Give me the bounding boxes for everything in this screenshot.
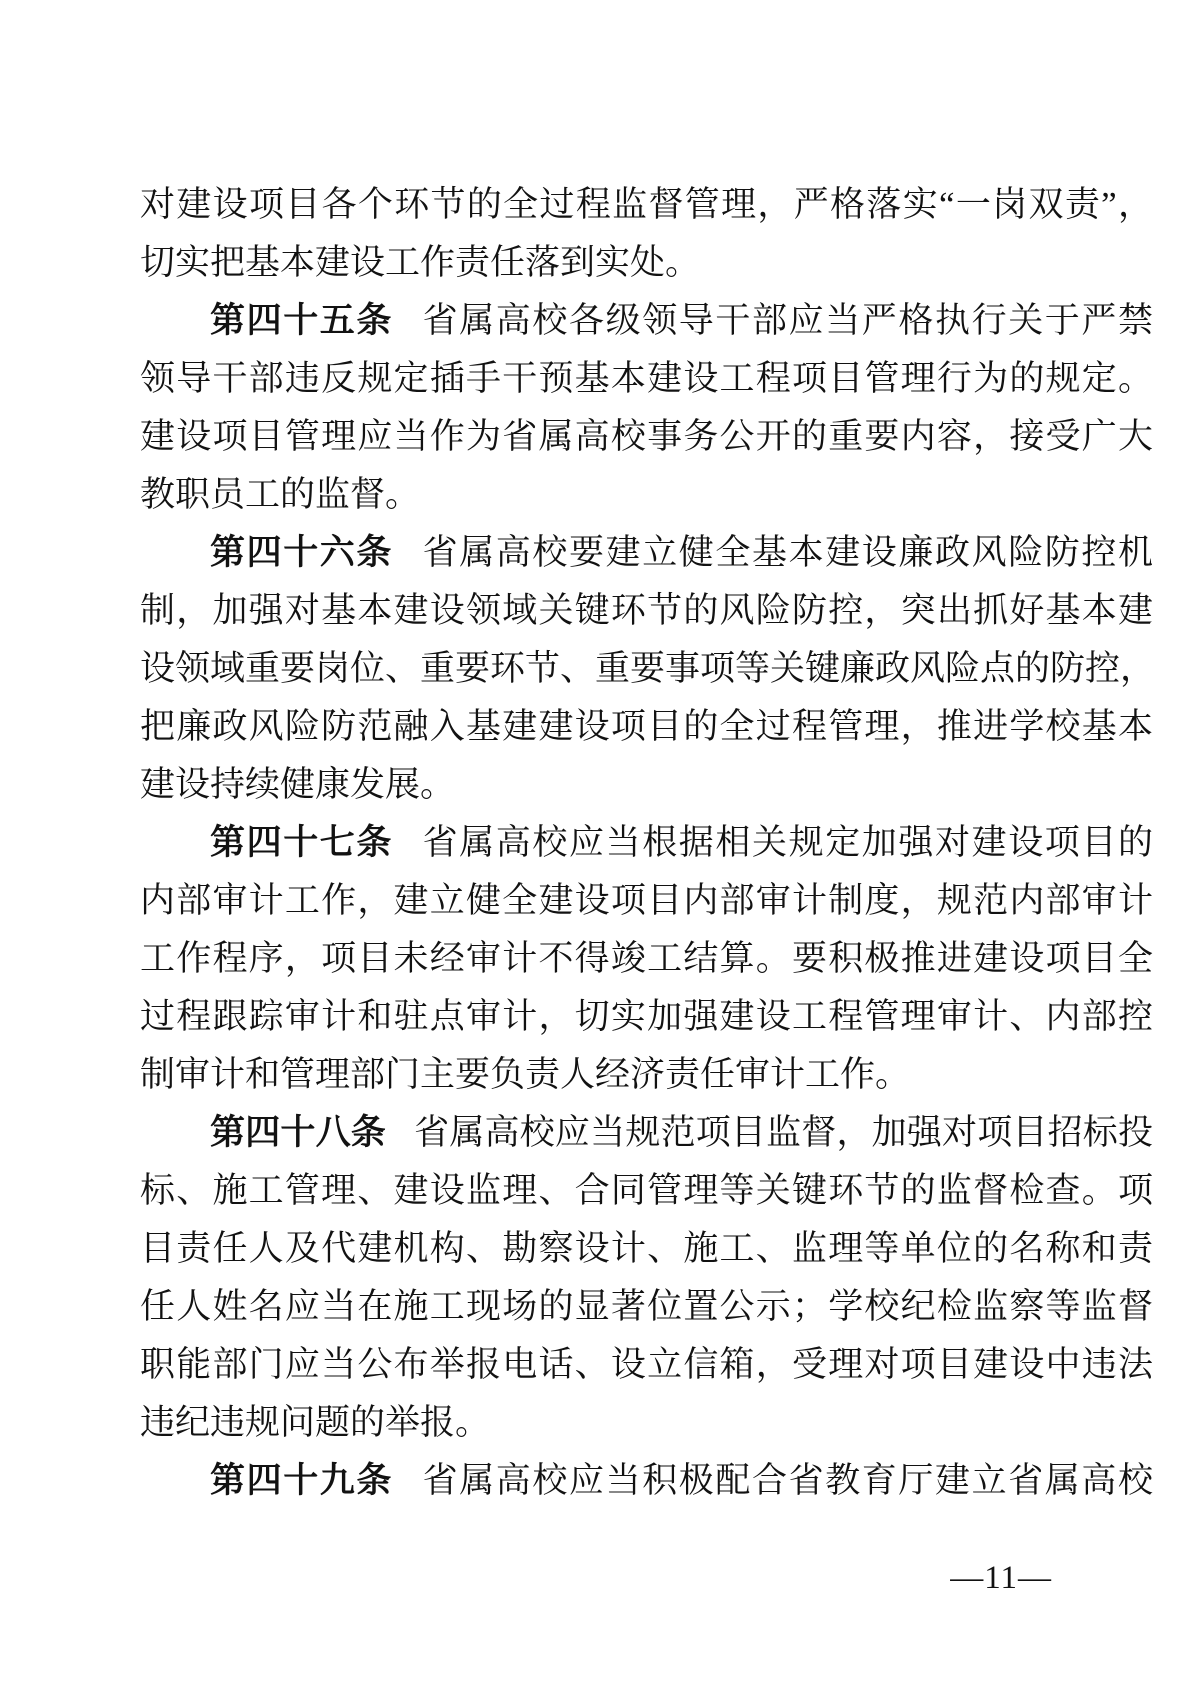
document-line <box>140 234 1153 292</box>
document-line <box>140 408 1153 466</box>
document-line <box>140 466 1153 524</box>
line-text: 省属高校各级领导干部应当严格执行关于严禁 <box>422 301 1153 340</box>
document-line <box>140 350 1153 408</box>
document-line <box>140 1336 1153 1394</box>
document-line <box>140 756 1153 814</box>
line-text: 省属高校应当根据相关规定加强对建设项目的 <box>422 823 1153 862</box>
article-number: 第四十六条 <box>210 533 393 572</box>
document-line <box>140 814 1153 872</box>
line-text: 工作程序，项目未经审计不得竣工结算。要积极推进建设项目全 <box>140 939 1153 978</box>
document-line <box>140 176 1153 234</box>
line-text: 省属高校应当积极配合省教育厅建立省属高校 <box>422 1461 1153 1500</box>
document-line <box>140 640 1156 698</box>
line-text: 把廉政风险防范融入基建建设项目的全过程管理，推进学校基本 <box>140 707 1153 746</box>
document-body <box>140 176 1156 1510</box>
line-text: 任人姓名应当在施工现场的显著位置公示；学校纪检监察等监督 <box>140 1287 1153 1326</box>
line-text: 制，加强对基本建设领域关键环节的风险防控，突出抓好基本建 <box>140 591 1153 630</box>
document-line <box>140 988 1153 1046</box>
line-text: 省属高校应当规范项目监督，加强对项目招标投 <box>414 1113 1153 1152</box>
document-line <box>140 1278 1153 1336</box>
line-text: 建设持续健康发展。 <box>140 765 456 804</box>
line-text: 建设项目管理应当作为省属高校事务公开的重要内容，接受广大 <box>140 417 1153 456</box>
line-text: 过程跟踪审计和驻点审计，切实加强建设工程管理审计、内部控 <box>140 997 1153 1036</box>
page-number: —11— <box>950 1560 1052 1596</box>
line-text: 设领域重要岗位、重要环节、重要事项等关键廉政风险点的防控， <box>140 649 1156 688</box>
line-text: 教职员工的监督。 <box>140 475 421 514</box>
line-text: 目责任人及代建机构、勘察设计、施工、监理等单位的名称和责 <box>140 1229 1153 1268</box>
document-line <box>140 1104 1153 1162</box>
document-line <box>140 698 1153 756</box>
document-line <box>140 872 1153 930</box>
line-text: 内部审计工作，建立健全建设项目内部审计制度，规范内部审计 <box>140 881 1153 920</box>
document-line <box>140 930 1153 988</box>
line-text: 制审计和管理部门主要负责人经济责任审计工作。 <box>140 1055 911 1094</box>
document-line <box>140 292 1153 350</box>
line-text: 标、施工管理、建设监理、合同管理等关键环节的监督检查。项 <box>140 1171 1153 1210</box>
document-line <box>140 1162 1153 1220</box>
article-number: 第四十五条 <box>210 301 393 340</box>
document-line <box>140 1220 1153 1278</box>
document-line <box>140 1046 1153 1104</box>
line-text: 领导干部违反规定插手干预基本建设工程项目管理行为的规定。 <box>140 359 1153 398</box>
article-number: 第四十八条 <box>210 1113 386 1152</box>
document-line <box>140 582 1153 640</box>
line-text: 省属高校要建立健全基本建设廉政风险防控机 <box>422 533 1153 572</box>
line-text: 切实把基本建设工作责任落到实处。 <box>140 243 701 282</box>
article-number: 第四十九条 <box>210 1461 393 1500</box>
document-line <box>140 1452 1153 1510</box>
document-line <box>140 524 1153 582</box>
article-number: 第四十七条 <box>210 823 393 862</box>
line-text: 职能部门应当公布举报电话、设立信箱，受理对项目建设中违法 <box>140 1345 1153 1384</box>
line-text: 违纪违规问题的举报。 <box>140 1403 491 1442</box>
line-text: 对建设项目各个环节的全过程监督管理，严格落实“一岗双责”， <box>140 185 1153 224</box>
document-line <box>140 1394 1153 1452</box>
